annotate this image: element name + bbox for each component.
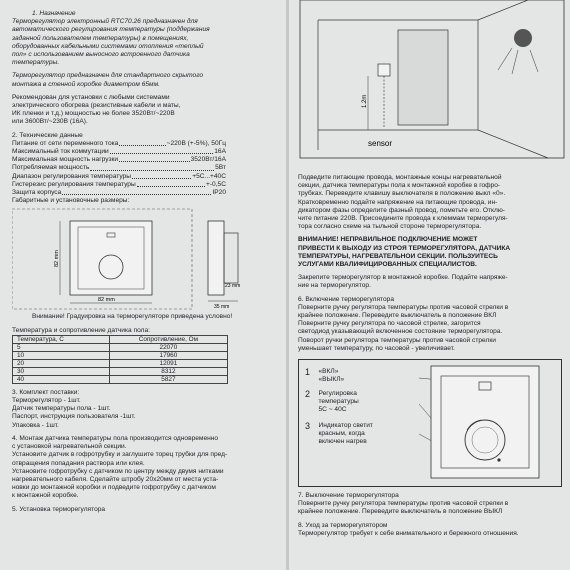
room-corner xyxy=(478,20,548,158)
spec-value: 16А xyxy=(214,148,226,156)
thermostat-front xyxy=(70,221,152,295)
recommend-line: или 3600Вт/~230В (16А). xyxy=(12,118,88,126)
dim-35-label: 35 mm xyxy=(214,304,230,311)
section1-line: автоматического регулирования температуры (поддержания xyxy=(12,26,210,34)
spec-row xyxy=(12,148,226,156)
section6-line: Поворот ручки регулятора температуры против часовой стрелки xyxy=(298,336,496,344)
spec-value: 3520Вт/16А xyxy=(190,156,226,164)
kit-line: Терморегулятор - 1шт. xyxy=(12,397,81,405)
recommend-line: ИК пленки и т.д.) мощностью не более 3520Вт/~220В xyxy=(12,110,175,118)
spec-row xyxy=(12,164,226,172)
table-row xyxy=(13,343,228,351)
dims-title: Габаритные и установочные размеры: xyxy=(12,197,130,205)
spec-leader xyxy=(119,140,165,146)
table-title: Температура и сопротивление датчика пола: xyxy=(12,326,150,334)
section7-line: крайнее положение. Переведите выключатель в положение ВЫКЛ xyxy=(298,508,503,516)
section6-line: Поверните ручку регулятора температуры против часовой стрелки в xyxy=(298,303,509,311)
wiring-line: трубках. Переведите клавишу выключателя в положение выкл «0». xyxy=(298,190,506,198)
legend3-line: Индикатор светит xyxy=(318,422,373,430)
spec-leader xyxy=(119,156,189,162)
table-row xyxy=(13,367,228,375)
wiring-line: дикатором фазы определите фазный провод, пометьте его. Отклю- xyxy=(298,206,505,214)
legend-num-3: 3 xyxy=(305,422,311,431)
legend3-line: включен нагрев xyxy=(318,438,367,446)
spec-row xyxy=(12,189,226,197)
indicator-led xyxy=(497,458,500,461)
legend-num-2: 2 xyxy=(305,390,311,399)
section7-title: 7. Выключение терморегулятора xyxy=(298,492,399,500)
warning-line: ПРИВЕСТИ К ВЫХОДУ ИЗ СТРОЯ ТЕРМОРЕГУЛЯТОРА, ДАТЧИКА xyxy=(298,244,511,252)
warning-line: ВНИМАНИЕ! НЕПРАВИЛЬНОЕ ПОДКЛЮЧЕНИЕ МОЖЕТ xyxy=(298,236,478,244)
recommend-line: Рекомендован для установки с любыми системами xyxy=(12,93,170,101)
section6-line: крайнее положение. Переведите выключатель в положение ВКЛ xyxy=(298,312,497,320)
table-cell-temp: 40 xyxy=(13,375,110,383)
spec-label: Защита корпуса xyxy=(12,189,62,197)
right-column xyxy=(288,0,570,570)
spec-label: Диапазон регулирования температуры xyxy=(12,172,131,180)
thermostat-front-drawing xyxy=(419,364,549,482)
wiring-line: Кратковременно подайте напряжение на питающие провода, ин- xyxy=(298,198,498,206)
legend1-line: «ВЫКЛ» xyxy=(318,376,345,384)
spec-row xyxy=(12,181,226,189)
table-header: Сопротивление, Ом xyxy=(109,335,227,343)
spec-label: Гистерезис регулирования температуры xyxy=(12,180,136,188)
wiring-line: чите питание 220В. Присоедините провода к клеммам терморегуля- xyxy=(298,215,508,223)
graduation-warning: Внимание! Градуировка на терморегуляторе приведена условно! xyxy=(32,313,233,321)
table-row xyxy=(13,375,228,383)
table-row xyxy=(13,359,228,367)
recommend-line: электрического обогрева (резистивные кабели и маты, xyxy=(12,102,181,110)
warning-line: УСЛУГАМИ КВАЛИФИЦИРОВАННЫХ СПЕЦИАЛИСТОВ. xyxy=(298,261,477,269)
table-cell-resistance: 17960 xyxy=(109,351,227,359)
legend-num-1: 1 xyxy=(305,368,311,377)
spec-row xyxy=(12,140,226,148)
legend-item-1 xyxy=(305,368,344,389)
height-label: 1.2m xyxy=(362,94,368,108)
mount-line: Терморегулятор предназначен для стандартного скрытого xyxy=(12,72,204,80)
spec-label: Максимальная мощность нагрузки xyxy=(12,156,119,164)
lamp-rays xyxy=(498,48,538,74)
door-shape xyxy=(398,30,448,125)
section8-line: Терморегулятор требует к себе внимательного и бережного отношения. xyxy=(298,529,519,537)
section4-line: 4. Монтаж датчика температуры пола производится одновременно xyxy=(12,434,219,442)
table-cell-resistance: 5827 xyxy=(109,375,227,383)
spec-value: IP20 xyxy=(212,189,226,197)
thermostat-box-side xyxy=(224,233,238,283)
section4-line: нагревательного кабеля. Сделайте штробу 20х20мм от места уста- xyxy=(12,475,219,483)
spec-label: Потребляемая мощность xyxy=(12,164,90,172)
room-wall-top xyxy=(318,0,528,20)
spec-leader xyxy=(62,189,211,195)
section4-line: Установите датчик в гофротрубку и заглушите торец трубки для пред- xyxy=(12,451,228,459)
legend-item-2 xyxy=(305,390,359,420)
wiring-line: секции, датчика температуры пола к монтажной коробке в гофро- xyxy=(298,182,501,190)
dim-23-label: 23 mm xyxy=(225,283,241,290)
spec-value: +-0,5С xyxy=(206,180,226,188)
section4-line: с установкой нагревательной секции. xyxy=(12,443,127,451)
table-cell-temp: 5 xyxy=(13,343,110,351)
spec-label: Максимальный ток коммутации xyxy=(12,148,109,156)
wiring-line: тора согласно схеме на тыльной стороне терморегулятора. xyxy=(298,223,482,231)
table-cell-resistance: 22070 xyxy=(109,343,227,351)
wiring-line: Подведите питающие провода, монтажные концы нагревательной xyxy=(298,174,502,181)
spec-list xyxy=(12,140,286,197)
fix-line: Закрепите терморегулятор в монтажной коробке. Подайте напряже- xyxy=(298,274,508,282)
kit-line: Упаковка - 1шт. xyxy=(12,421,59,429)
section4-line: Установите гофротрубку с датчиком по центру между двумя нитками xyxy=(12,467,224,475)
section6-line: Поверните ручку регулятора по часовой стрелке, загорится xyxy=(298,320,481,328)
spec-label: Питание от сети переменного тока xyxy=(12,139,119,147)
table-row xyxy=(13,351,228,359)
spec-value: ~220В (+-5%), 50Гц xyxy=(166,139,226,147)
section4-line: новки до монтажной коробки и подведите гофротрубку с датчиком xyxy=(12,484,216,492)
spec-leader xyxy=(90,164,214,170)
section6-title: 6. Включение терморегулятора xyxy=(298,295,394,303)
legend2-line: Регулировка xyxy=(318,390,357,398)
lamp-shape xyxy=(514,29,532,47)
table-cell-resistance: 8312 xyxy=(109,367,227,375)
installation-drawing xyxy=(298,0,568,160)
dim-82v-label: 82 mm xyxy=(54,250,60,268)
section3-title: 3. Комплект поставки: xyxy=(12,388,80,396)
dim-82-label: 82 mm xyxy=(98,297,115,304)
spec-leader xyxy=(132,173,191,179)
section1-line: пол» с использованием выносного встроенного датчика xyxy=(12,51,190,59)
sensor-table xyxy=(12,335,228,384)
table-header: Температура, С xyxy=(13,335,110,343)
legend2-line: 5С ~ 40С xyxy=(318,406,347,414)
section1-line: температуры. xyxy=(12,59,60,67)
legend3-line: красным, когда xyxy=(318,430,365,438)
section8-title: 8. Уход за терморегулятором xyxy=(298,521,388,529)
spec-row xyxy=(12,173,226,181)
section7-line: Поверните ручку регулятора температуры против часовой стрелки в xyxy=(298,500,509,508)
section1-line: оборудованных кабельными системами отопления «теплый xyxy=(12,42,204,50)
table-cell-resistance: 12091 xyxy=(109,359,227,367)
kit-line: Паспорт, инструкция пользователя -1шт. xyxy=(12,413,136,421)
table-cell-temp: 10 xyxy=(13,351,110,359)
table-cell-temp: 20 xyxy=(13,359,110,367)
spec-row xyxy=(12,156,226,164)
table-cell-temp: 30 xyxy=(13,367,110,375)
spec-value: +5С...+40С xyxy=(192,172,226,180)
spec-value: 5Вт xyxy=(215,164,226,172)
thermostat-on-wall xyxy=(378,64,390,76)
controls-diagram xyxy=(298,359,562,487)
thermostat-side xyxy=(208,221,224,295)
section5-title: 5. Установка терморегулятора xyxy=(12,505,106,513)
section1-title: 1. Назначение xyxy=(32,10,76,17)
legend2-line: температуры xyxy=(318,398,359,406)
section6-line: светодиод указывающий включенное состояние терморегулятора. xyxy=(298,328,503,336)
legend-item-3 xyxy=(305,422,373,452)
mount-line: монтажа в стенной коробке диаметром 65мм. xyxy=(12,80,160,88)
section1-line: заданной пользователем температуры) в помещениях, xyxy=(12,34,189,42)
sensor-label: sensor xyxy=(368,139,393,148)
legend1-line: «ВКЛ» xyxy=(318,368,339,376)
plate-outer xyxy=(431,366,539,478)
section4-line: к монтажной коробке. xyxy=(12,492,79,500)
section2-title: 2. Технические данные xyxy=(12,131,83,139)
kit-line: Датчик температуры пола - 1шт. xyxy=(12,405,111,413)
spec-leader xyxy=(137,181,205,187)
section6-line: уменьшает температуру, по часовой - увеличивает. xyxy=(298,344,455,352)
fix-line: ние на терморегулятор. xyxy=(298,282,371,290)
dimension-drawing xyxy=(12,207,274,311)
spec-leader xyxy=(110,148,214,154)
section1-line: Терморегулятор электронный RTC70.26 предназначен для xyxy=(12,18,198,26)
warning-line: ТЕМПЕРАТУРЫ, НАГРЕВАТЕЛЬНОЙ СЕКЦИИ. ПОЛЬЗУЙТЕСЬ xyxy=(298,252,498,260)
section4-line: отвращения попадания раствора или клея. xyxy=(12,459,145,467)
